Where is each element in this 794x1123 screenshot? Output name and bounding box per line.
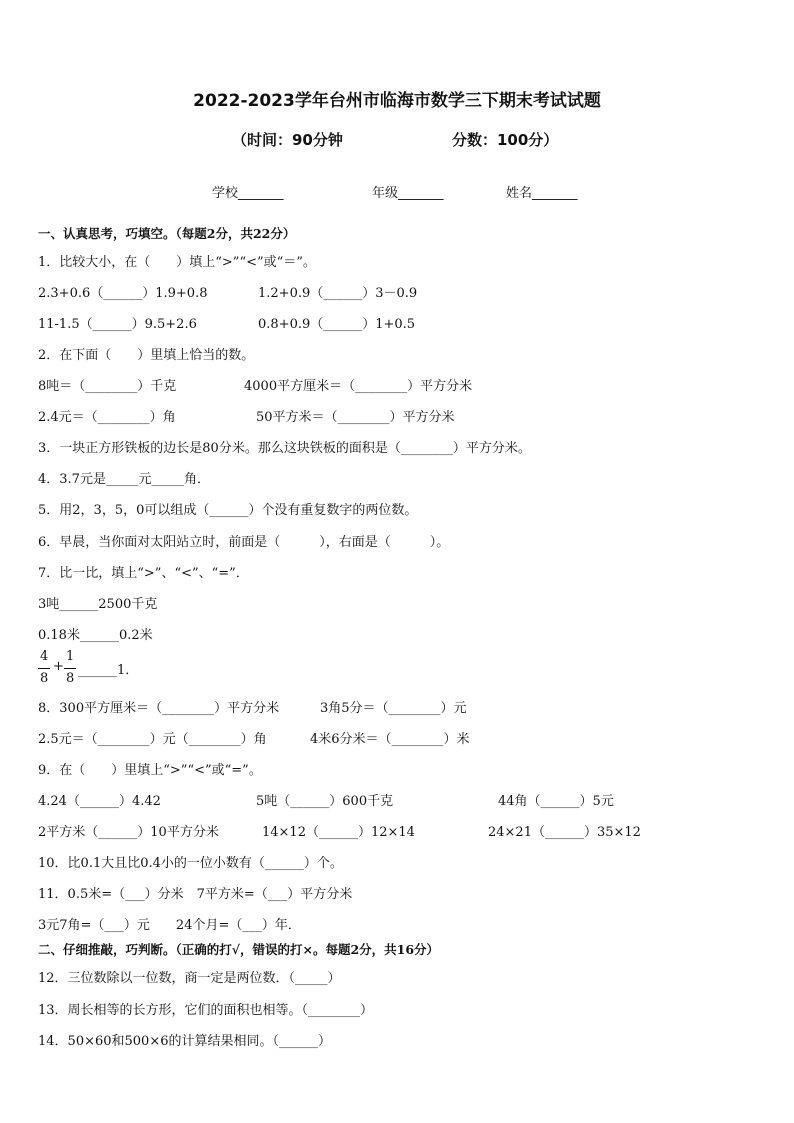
fraction-expression [38, 647, 139, 691]
school-field: 学校_______ [212, 186, 284, 201]
exam-time: （时间：90分钟 [232, 131, 343, 149]
fraction-bar [64, 668, 76, 669]
question-12: 12．三位数除以一位数，商一定是两位数．（_____） [38, 971, 341, 986]
question-9-item: 24×21（______）35×12 [488, 825, 641, 840]
question-2-item: 4000平方厘米＝（________）平方分米 [244, 379, 473, 394]
question-2-item: 2.4元＝（________）角 [38, 410, 176, 425]
section-heading-judge: 二、仔细推敲，巧判断。（正确的打√，错误的打×。每题2分，共16分） [38, 942, 440, 957]
fraction-numerator: 4 [40, 649, 49, 664]
question-8-item: 4米6分米＝（________）米 [310, 732, 470, 747]
question-4: 4．3.7元是_____元_____角． [38, 472, 210, 487]
fraction-numerator: 1 [66, 649, 75, 664]
question-2-item: 50平方米＝（________）平方分米 [256, 410, 455, 425]
question-3: 3．一块正方形铁板的边长是80分米。那么这块铁板的面积是（________）平方分米。 [38, 441, 531, 456]
fraction-denominator: 8 [66, 671, 75, 686]
question-1-item: 0.8+0.9（______）1+0.5 [258, 317, 416, 332]
question-9-item: 2平方米（______）10平方分米 [38, 825, 219, 840]
plus-sign: + [53, 659, 64, 674]
question-9-item: 5吨（______）600千克 [256, 794, 394, 809]
question-11-item: 11．0.5米=（___）分米 7平方米=（___）平方分米 [38, 887, 353, 902]
question-5: 5．用2，3，5，0可以组成（______）个没有重复数字的两位数。 [38, 503, 418, 518]
question-7-item: 0.18米______0.2米 [38, 628, 153, 643]
question-9-item: 4.24（______）4.42 [38, 794, 161, 809]
question-1: 1．比较大小，在（ ）填上“>”“<”或“＝”。 [38, 255, 316, 270]
question-7-item-tail: ______1． [78, 663, 139, 678]
question-1-item: 1.2+0.9（______）3－0.9 [258, 286, 418, 301]
question-7: 7．比一比，填上“>”、“<”、“=”． [38, 566, 249, 581]
question-2: 2．在下面（ ）里填上恰当的数。 [38, 348, 255, 363]
question-9-item: 14×12（______）12×14 [262, 825, 415, 840]
question-6: 6．早晨，当你面对太阳站立时，前面是（ ），右面是（ ）。 [38, 535, 450, 550]
name-field: 姓名_______ [506, 186, 578, 201]
question-14: 14．50×60和500×6的计算结果相同。（______） [38, 1034, 331, 1049]
question-13: 13．周长相等的长方形，它们的面积也相等。（________） [38, 1003, 374, 1018]
question-8-item: 8．300平方厘米＝（________）平方分米 [38, 701, 280, 716]
grade-field: 年级_______ [372, 186, 444, 201]
exam-score: 分数：100分） [452, 131, 559, 149]
question-1-item: 2.3+0.6（______）1.9+0.8 [38, 286, 208, 301]
fraction-bar [38, 668, 50, 669]
question-11-item: 3元7角=（___）元 24个月=（___）年． [38, 918, 301, 933]
fraction-denominator: 8 [40, 671, 49, 686]
question-9: 9．在（ ）里填上“>”“<”或“=”。 [38, 763, 262, 778]
question-8-item: 3角5分＝（________）元 [320, 701, 467, 716]
question-1-item: 11-1.5（______）9.5+2.6 [38, 317, 197, 332]
section-heading-fill: 一、认真思考，巧填空。（每题2分，共22分） [38, 226, 296, 241]
question-8-item: 2.5元＝（________）元（________）角 [38, 732, 267, 747]
question-2-item: 8吨＝（________）千克 [38, 379, 177, 394]
question-9-item: 44角（______）5元 [498, 794, 614, 809]
question-7-item: 3吨______2500千克 [38, 597, 158, 612]
question-10: 10．比0.1大且比0.4小的一位小数有（______）个。 [38, 856, 343, 871]
page-title: 2022-2023学年台州市临海市数学三下期末考试试题 [193, 91, 601, 111]
